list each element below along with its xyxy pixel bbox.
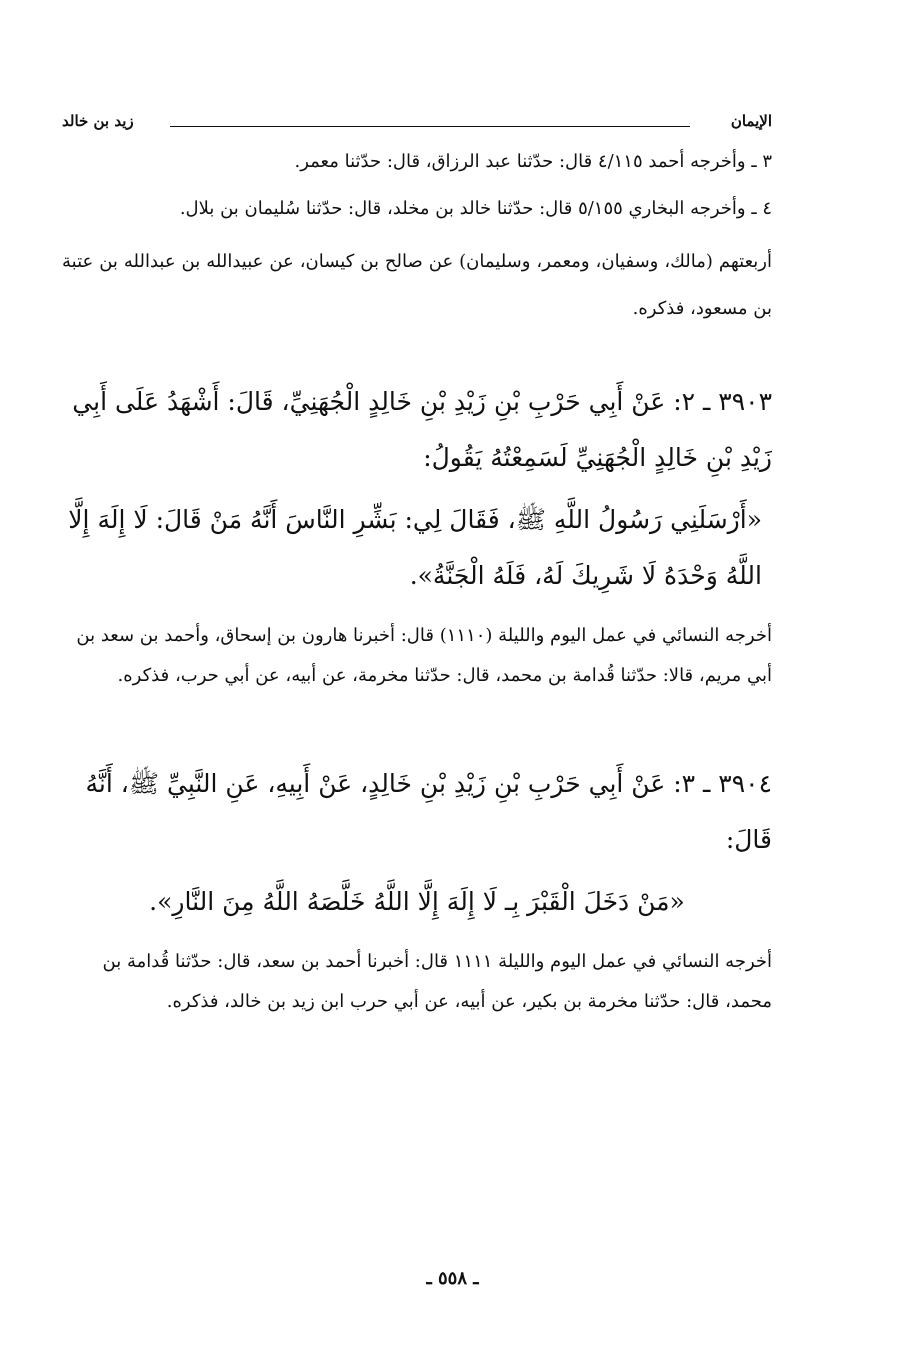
header-chapter-title: زيد بن خالد (62, 112, 134, 130)
footnote-summary: أربعتهم (مالك، وسفيان، ومعمر، وسليمان) عن صالح بن كيسان، عن عبيدالله بن عبدالله بن عتبة بن مسعود، فذكره. (62, 251, 772, 319)
hadith-3903-source (62, 616, 772, 696)
hadith-3904 (62, 756, 772, 930)
footnotes-top (62, 138, 772, 332)
footnote-3: ٣ ـ وأخرجه أحمد ٤/١١٥ قال: حدّثنا عبد الرزاق، قال: حدّثنا معمر. (294, 151, 772, 172)
hadith-3903-matn: «أَرْسَلَنِي رَسُولُ اللَّهِ ﷺ، فَقَالَ لِي: بَشِّرِ النَّاسَ أَنَّهُ مَنْ قَالَ: لَا إِلَهَ إِلَّا اللَّهُ وَحْدَهُ لَا شَرِيكَ لَهُ، فَلَهُ الْجَنَّةُ». (68, 505, 762, 590)
hadith-3903-isnad: ٣٩٠٣ ـ ٢: عَنْ أَبِي حَرْبِ بْنِ زَيْدِ بْنِ خَالِدٍ الْجُهَنِيِّ، قَالَ: أَشْهَدُ عَلَى أَبِي زَيْدِ بْنِ خَالِدٍ الْجُهَنِيِّ لَسَمِعْتُهُ يَقُولُ: (72, 387, 772, 472)
page-body (62, 110, 772, 1022)
hadith-3903-source-text: أخرجه النسائي في عمل اليوم والليلة (١١١٠) قال: أخبرنا هارون بن إسحاق، وأحمد بن سعد بن أبي مريم، قالا: حدّثنا قُدامة بن محمد، قال: حدّثنا مخرمة، عن أبيه، عن أبي حرب، فذكره. (76, 625, 772, 686)
header-section-title: الإيمان (730, 112, 772, 130)
running-header (62, 110, 772, 138)
page-number: ـ ٥٥٨ ـ (426, 1268, 479, 1289)
hadith-3904-isnad: ٣٩٠٤ ـ ٣: عَنْ أَبِي حَرْبِ بْنِ زَيْدِ بْنِ خَالِدٍ، عَنْ أَبِيهِ، عَنِ النَّبِيِّ ﷺ، أَنَّهُ قَالَ: (85, 769, 772, 854)
hadith-3904-matn: «مَنْ دَخَلَ الْقَبْرَ بِـ لَا إِلَهَ إِلَّا اللَّهُ خَلَّصَهُ اللَّهُ مِنَ النَّارِ». (149, 887, 685, 916)
hadith-3903 (62, 374, 772, 604)
hadith-3904-source-text: أخرجه النسائي في عمل اليوم والليلة ١١١١ قال: أخبرنا أحمد بن سعد، قال: حدّثنا قُدامة بن محمد، قال: حدّثنا مخرمة بن بكير، عن أبيه، عن أبي حرب ابن زيد بن خالد، فذكره. (102, 951, 772, 1012)
header-rule (170, 126, 690, 127)
footnote-4: ٤ ـ وأخرجه البخاري ٥/١٥٥ قال: حدّثنا خالد بن مخلد، قال: حدّثنا سُليمان بن بلال. (179, 198, 772, 219)
hadith-3904-source (62, 942, 772, 1022)
